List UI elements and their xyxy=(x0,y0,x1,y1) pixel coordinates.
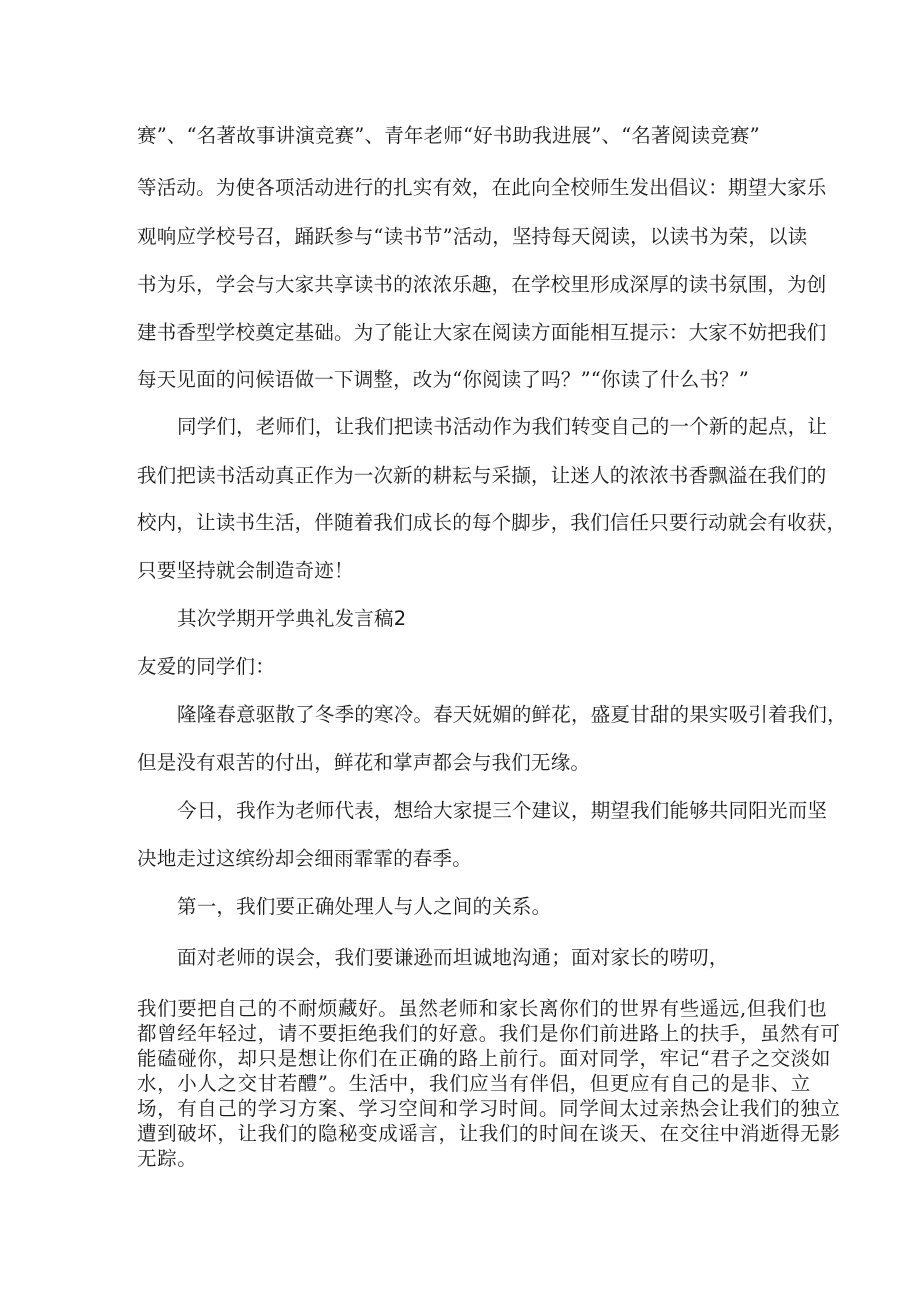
text-line: 校内，让读书生活，伴随着我们成长的每个脚步，我们信任只要行动就会有收获， xyxy=(137,511,847,534)
heading-text: 其次学期开学典礼发言稿 xyxy=(177,607,394,630)
section-heading xyxy=(177,606,837,632)
text-line: 赛”、“名著故事讲演竞赛”、青年老师“好书助我进展”、“名著阅读竞赛” xyxy=(137,124,760,147)
text-line: 水，小人之交甘若醴”。生活中，我们应当有伴侣，但更应有自己的是非、立 xyxy=(137,1072,811,1095)
text-line: 我们要把自己的不耐烦藏好。虽然老师和家长离你们的世界有些遥远,但我们也 xyxy=(137,997,828,1020)
text-line: 决地走过这缤纷却会细雨霏霏的春季。 xyxy=(137,847,472,870)
salutation: 友爱的同学们： xyxy=(137,655,275,678)
text-line: 能磕碰你，却只是想让你们在正确的路上前行。面对同学，牢记“君子之交淡如 xyxy=(137,1047,831,1070)
text-line: 每天见面的问候语做一下调整，改为“你阅读了吗？”“你读了什么书？” xyxy=(137,368,749,391)
text-line: 只要坚持就会制造奇迹！ xyxy=(137,559,354,582)
text-line: 隆隆春意驱散了冬季的寒冷。春天妩媚的鲜花，盛夏甘甜的果实吸引着我们， xyxy=(177,703,847,726)
heading-number: 2 xyxy=(393,607,407,630)
text-line: 书为乐，学会与大家共享读书的浓浓乐趣，在学校里形成深厚的读书氛围，为创 xyxy=(137,273,827,296)
text-line: 无踪。 xyxy=(137,1147,198,1170)
text-line: 今日，我作为老师代表，想给大家提三个建议，期望我们能够共同阳光而坚 xyxy=(177,799,828,822)
text-line: 我们把读书活动真正作为一次新的耕耘与采撷，让迷人的浓浓书香飘溢在我们的 xyxy=(137,464,827,487)
text-line: 建书香型学校奠定基础。为了能让大家在阅读方面能相互提示：大家不妨把我们 xyxy=(137,321,827,344)
text-line: 等活动。为使各项活动进行的扎实有效，在此向全校师生发出倡议：期望大家乐 xyxy=(137,176,827,199)
text-line: 场，有自己的学习方案、学习空间和学习时间。同学间太过亲热会让我们的独立 xyxy=(137,1097,841,1120)
text-line: 同学们，老师们，让我们把读书活动作为我们转变自己的一个新的起点，让 xyxy=(177,415,828,438)
text-line: 遭到破坏，让我们的隐秘变成谣言，让我们的时间在谈天、在交往中消逝得无影 xyxy=(137,1122,841,1145)
text-line: 观响应学校号召，踊跃参与“读书节”活动，坚持每天阅读，以读书为荣，以读 xyxy=(137,225,808,248)
text-line: 但是没有艰苦的付出，鲜花和掌声都会与我们无缘。 xyxy=(137,751,591,774)
text-line: 面对老师的误会，我们要谦逊而坦诚地沟通；面对家长的唠叨， xyxy=(177,946,729,969)
text-line: 第一，我们要正确处理人与人之间的关系。 xyxy=(177,895,552,918)
text-line: 都曾经年轻过，请不要拒绝我们的好意。我们是你们前进路上的扶手，虽然有可 xyxy=(137,1022,841,1045)
